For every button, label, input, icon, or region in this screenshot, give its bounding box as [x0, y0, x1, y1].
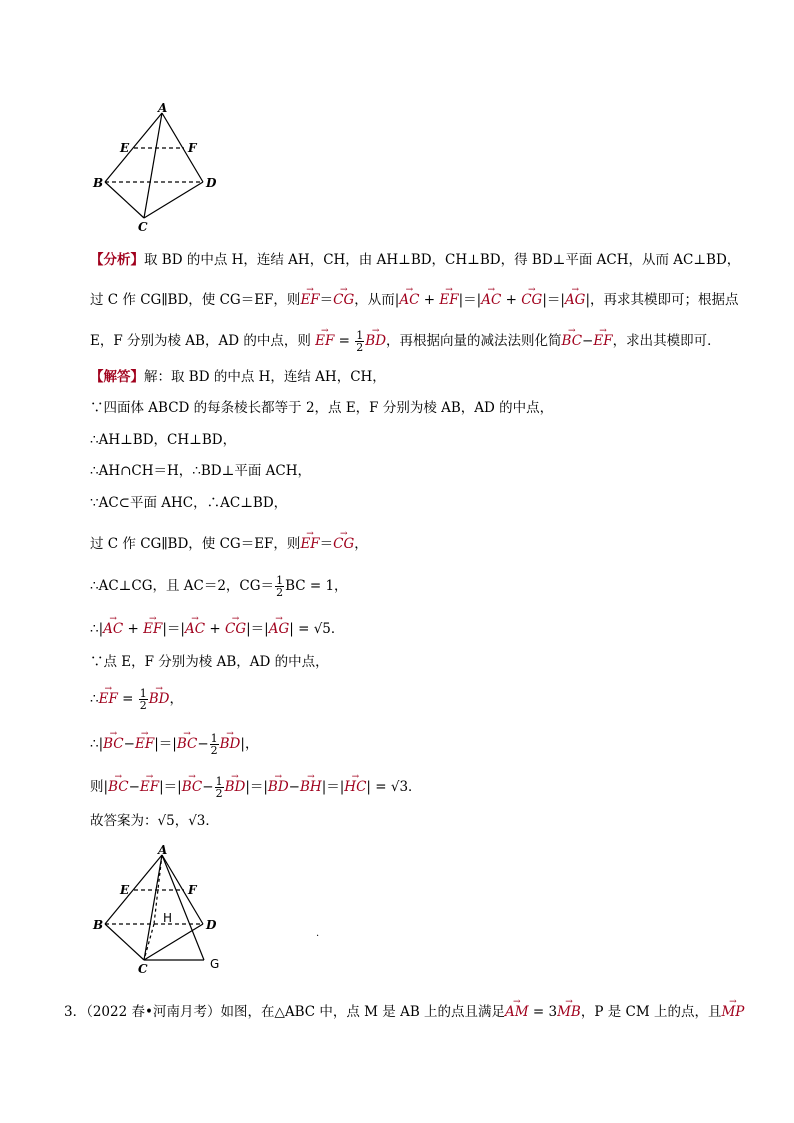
solution-line-11: ∴|→ BC−→ EF|＝|→ BC− $\frac{1}{2}$ → BD|，: [90, 733, 258, 756]
label-F: F: [188, 883, 197, 897]
stray-dot: .: [316, 928, 320, 939]
solution-line-3: ∴AH⊥BD，CH⊥BD，: [90, 432, 237, 448]
solution-line-8: ∴|→ AC + → EF|＝|→ AC + → CG|＝|→ AG| = √5．: [90, 620, 344, 638]
label-C: C: [138, 962, 148, 976]
solution-line-9: ∵点 E，F 分别为棱 AB，AD 的中点，: [90, 654, 329, 670]
label-F: F: [188, 141, 197, 155]
label-C: C: [138, 220, 148, 234]
label-D: D: [206, 176, 217, 190]
label-B: B: [93, 176, 104, 190]
label-A: A: [158, 843, 168, 857]
analysis-line-3: E，F 分别为棱 AB，AD 的中点，则 → EF = $\frac{1}{2}$ → BD，再根据向量的减法法则化简→ BC−→ EF，求出其模即可．: [90, 330, 721, 353]
label-E: E: [120, 141, 130, 155]
solution-line-7: ∴AC⊥CG，且 AC＝2，CG＝ $\frac{1}{2}$ BC = 1，: [90, 574, 348, 599]
label-E: E: [120, 883, 130, 897]
label-A: A: [158, 101, 168, 115]
label-D: D: [206, 918, 217, 932]
label-G: G: [210, 957, 220, 971]
label-B: B: [93, 918, 104, 932]
solution-line-6: 过 C 作 CG∥BD，使 CG＝EF，则→ EF＝→ CG，: [90, 535, 368, 553]
analysis-line-1: 【分析】取 BD 的中点 H，连结 AH，CH，由 AH⊥BD，CH⊥BD，得 BD⊥平面 ACH，从而 AC⊥BD，: [90, 252, 741, 268]
answer-line: 故答案为：√5，√3．: [90, 813, 219, 829]
question-3: 3．（2022 春•河南月考）如图，在△ABC 中，点 M 是 AB 上的点且满足→ AM = 3→ MB，P 是 CM 上的点，且→ MP: [64, 1003, 744, 1021]
solution-line-5: ∵AC⊂平面 AHC，∴AC⊥BD，: [90, 495, 288, 511]
solution-line-1: 【解答】解：取 BD 的中点 H，连结 AH，CH，: [90, 369, 386, 385]
solution-line-2: ∵四面体 ABCD 的每条棱长都等于 2，点 E，F 分别为棱 AB，AD 的中点，: [90, 400, 554, 416]
solution-line-10: ∴→ EF = $\frac{1}{2}$ → BD，: [90, 688, 183, 711]
analysis-line-2: 过 C 作 CG∥BD，使 CG＝EF，则→ EF＝→ CG，从而|→ AC + → EF|＝|→ AC + → CG|＝|→ AG|，再求其模即可；根据点: [90, 291, 739, 309]
tetrahedron-figure-1: [88, 100, 228, 234]
solution-line-12: 则|→ BC−→ EF|＝|→ BC− $\frac{1}{2}$ → BD|＝|→ BD−→ BH|＝|→ HC| = √3．: [90, 776, 422, 799]
tetrahedron-figure-2: [88, 842, 238, 977]
solution-line-4: ∴AH∩CH＝H，∴BD⊥平面 ACH，: [90, 463, 311, 479]
label-H: H: [163, 911, 173, 925]
